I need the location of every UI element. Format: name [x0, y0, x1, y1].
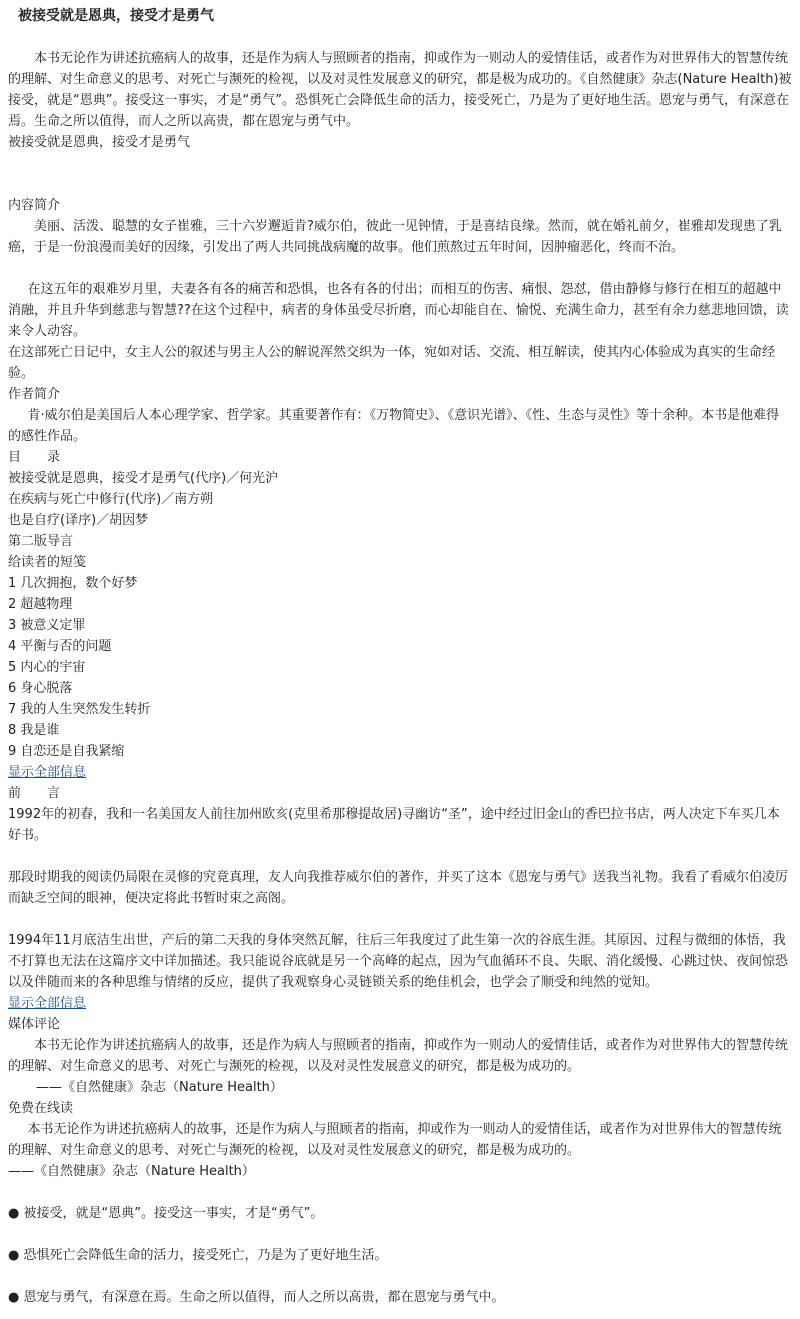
- toc-item: 给读者的短笺: [8, 555, 87, 570]
- free-read-bullet: ● 恩宠与勇气，有深意在焉。生命之所以值得，而人之所以高贵，都在恩宠与勇气中。: [8, 1290, 505, 1305]
- toc-list: [8, 468, 792, 762]
- free-read-bullet: ● 恐惧死亡会降低生命的活力，接受死亡，乃是为了更好地生活。: [8, 1248, 388, 1263]
- toc-item: 6 身心脱落: [8, 681, 73, 696]
- preface-paragraph-3: 1994年11月底洁生出世，产后的第二天我的身体突然瓦解，往后三年我度过了此生第一次的谷底生涯。其原因、过程与微细的体悟，我不打算也无法在这篇序文中详加描述。我只能说谷底就是另一个高峰的起点，因为气血循环不良、失眠、消化缓慢、心跳过快、夜间惊恐以及伴随而来的各种思维与情绪的反应，提供了我观察身心灵链锁关系的绝佳机会，也学会了顺受和纯然的觉知。: [8, 933, 789, 990]
- free-read-attribution: ——《自然健康》杂志（Nature Health）: [8, 1164, 255, 1179]
- toc-item: 1 几次拥抱，数个好梦: [8, 576, 138, 591]
- media-attribution: ——《自然健康》杂志（Nature Health）: [36, 1080, 283, 1095]
- intro-paragraph: 本书无论作为讲述抗癌病人的故事，还是作为病人与照顾者的指南，抑或作为一则动人的爱情佳话，或者作为对世界伟大的智慧传统的理解、对生命意义的思考、对死亡与濒死的检视，以及对灵性发展意义的研究，都是极为成功的。《自然健康》杂志(Nature Health)被接受，就是“恩典”。接受这一事实，才是“勇气”。恐惧死亡会降低生命的活力，接受死亡，乃是为了更好地生活。恩宠与勇气，有深意在焉。生命之所以值得，而人之所以高贵，都在恩宠与勇气中。: [8, 51, 792, 129]
- media-title: 媒体评论: [8, 1017, 61, 1032]
- summary-paragraph-1: 美丽、活泼、聪慧的女子崔雅，三十六岁邂逅肯?威尔伯，彼此一见钟情，于是喜结良缘。然而，就在婚礼前夕，崔雅却发现患了乳癌，于是一份浪漫而美好的因缘，引发出了两人共同挑战病魔的故事。他们煎熬过五年时间，因肿瘤恶化，终而不治。: [8, 219, 782, 255]
- intro-repeat: 被接受就是恩典，接受才是勇气: [8, 135, 191, 150]
- summary-paragraph-2: 在这五年的艰难岁月里，夫妻各有各的痛苦和恐惧，也各有各的付出；而相互的伤害、痛恨、怨怼，借由静修与修行在相互的超越中消融，并且升华到慈悲与智慧??在这个过程中，病者的身体虽受尽折磨，而心却能自在、愉悦、充满生命力，甚至有余力慈悲地回馈，读来令人动容。: [8, 282, 789, 339]
- page-heading: 被接受就是恩典，接受才是勇气: [18, 8, 214, 24]
- free-read-bullet: ● 被接受，就是“恩典”。接受这一事实，才是“勇气”。: [8, 1206, 324, 1221]
- preface-paragraph-2: 那段时期我的阅读仍局限在灵修的究竟真理，友人向我推荐威尔伯的著作，并买了这本《恩宠与勇气》送我当礼物。我看了看威尔伯凌厉而缺乏空间的眼神，便决定将此书暂时束之高阁。: [8, 870, 789, 906]
- author-title: 作者简介: [8, 387, 61, 402]
- author-paragraph: 肯·威尔伯是美国后人本心理学家、哲学家。其重要著作有：《万物简史》、《意识光谱》、《性、生态与灵性》等十余种。本书是他难得的感性作品。: [8, 408, 780, 444]
- toc-title: 目 录: [8, 450, 61, 465]
- toc-item: 4 平衡与否的问题: [8, 639, 112, 654]
- toc-item: 8 我是谁: [8, 723, 60, 738]
- summary-paragraph-3: 在这部死亡日记中，女主人公的叙述与男主人公的解说浑然交织为一体，宛如对话、交流、相互解读，使其内心体验成为真实的生命经验。: [8, 345, 776, 381]
- media-paragraph: 本书无论作为讲述抗癌病人的故事，还是作为病人与照顾者的指南，抑或作为一则动人的爱情佳话，或者作为对世界伟大的智慧传统的理解、对生命意义的思考、对死亡与濒死的检视，以及对灵性发展意义的研究，都是极为成功的。: [8, 1038, 789, 1074]
- toc-item: 在疾病与死亡中修行(代序)／南方朔: [8, 492, 214, 507]
- toc-show-more-link[interactable]: 显示全部信息: [8, 765, 87, 780]
- toc-item: 7 我的人生突然发生转折: [8, 702, 151, 717]
- toc-item: 2 超越物理: [8, 597, 73, 612]
- preface-show-more-link[interactable]: 显示全部信息: [8, 996, 87, 1011]
- free-read-title: 免费在线读: [8, 1101, 74, 1116]
- free-read-paragraph: 本书无论作为讲述抗癌病人的故事，还是作为病人与照顾者的指南，抑或作为一则动人的爱情佳话，或者作为对世界伟大的智慧传统的理解、对生命意义的思考、对死亡与濒死的检视，以及对灵性发展意义的研究，都是极为成功的。: [8, 1122, 782, 1158]
- toc-item: 3 被意义定罪: [8, 618, 86, 633]
- toc-item: 被接受就是恩典，接受才是勇气(代序)／何光沪: [8, 471, 279, 486]
- toc-item: 9 自恋还是自我紧缩: [8, 744, 125, 759]
- toc-item: 第二版导言: [8, 534, 74, 549]
- toc-item: 也是自疗(译序)／胡因梦: [8, 513, 149, 528]
- summary-title: 内容简介: [8, 198, 61, 213]
- preface-title: 前 言: [8, 786, 61, 801]
- preface-paragraph-1: 1992年的初春，我和一名美国友人前往加州欧亥(克里希那穆提故居)寻幽访“圣”，途中经过旧金山的香巴拉书店，两人决定下车买几本好书。: [8, 807, 780, 843]
- toc-item: 5 内心的宇宙: [8, 660, 86, 675]
